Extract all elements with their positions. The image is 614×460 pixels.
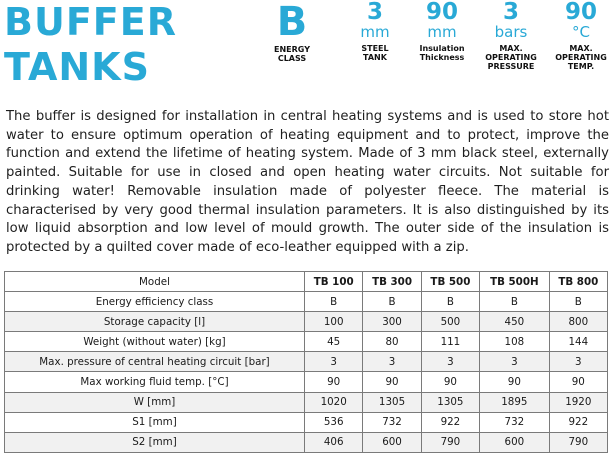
table-cell: 100 — [305, 312, 363, 332]
table-cell: 1305 — [421, 392, 479, 412]
spec-unit: bars — [494, 23, 528, 41]
table-cell: 922 — [421, 412, 479, 432]
table-row-label: Energy efficiency class — [5, 292, 305, 312]
table-cell: 790 — [549, 432, 607, 452]
table-header-cell: TB 100 — [305, 272, 363, 292]
table-row — [5, 332, 608, 352]
table-cell: 1020 — [305, 392, 363, 412]
table-cell: 3 — [363, 352, 421, 372]
spec-label: MAX. OPERATING PRESSURE — [485, 44, 537, 71]
table-row — [5, 312, 608, 332]
table-cell: 108 — [480, 332, 550, 352]
table-row — [5, 412, 608, 432]
table-cell: B — [421, 292, 479, 312]
table-row — [5, 432, 608, 452]
table-cell: 3 — [549, 352, 607, 372]
table-cell: 90 — [549, 372, 607, 392]
table-header-cell: TB 500 — [421, 272, 479, 292]
title-line-1: BUFFER — [4, 0, 177, 44]
table-cell: 536 — [305, 412, 363, 432]
spec-label: STEEL TANK — [361, 44, 389, 62]
table-header-cell: TB 300 — [363, 272, 421, 292]
table-cell: 90 — [480, 372, 550, 392]
table-cell: 800 — [549, 312, 607, 332]
table-row — [5, 392, 608, 412]
table-cell: B — [480, 292, 550, 312]
table-cell: 450 — [480, 312, 550, 332]
product-description: The buffer is designed for installation in central heating systems and is used to store hot water to ensure optimum operation of heating equipment and to protect, improve the function and extend the lifetime of heating system. Made of 3 mm black steel, externally painted. Suitable for use in closed and open heating water circuits. Not suitable for drinking water! Removable insulation made of polyester fleece. The material is characterised by very good thermal insulation parameters. It is also distinguished by its low liquid absorption and low level of mould growth. The outer side of the insulation is protected by a quilted cover made of eco-leather equipped with a zip. — [6, 109, 609, 255]
table-cell: 111 — [421, 332, 479, 352]
table-cell: B — [363, 292, 421, 312]
spec-value: 90 — [425, 0, 458, 25]
spec-unit: °C — [572, 23, 590, 41]
spec-value: B — [276, 0, 308, 45]
table-row-label: S2 [mm] — [5, 432, 305, 452]
table-cell: B — [305, 292, 363, 312]
table-cell: 90 — [305, 372, 363, 392]
spec-max-pressure — [480, 0, 542, 71]
table-cell: 3 — [305, 352, 363, 372]
spec-label: Insulation Thickness — [419, 44, 465, 62]
spec-max-temp — [550, 0, 612, 71]
table-cell: B — [549, 292, 607, 312]
table-cell: 406 — [305, 432, 363, 452]
table-row-label: Max working fluid temp. [°C] — [5, 372, 305, 392]
table-cell: 3 — [421, 352, 479, 372]
spec-unit: mm — [360, 23, 390, 41]
table-header-row — [5, 272, 608, 292]
spec-label: ENERGY CLASS — [274, 45, 310, 63]
table-row-label: Max. pressure of central heating circuit [bar] — [5, 352, 305, 372]
table-row — [5, 372, 608, 392]
table-cell: 80 — [363, 332, 421, 352]
table-row-label: S1 [mm] — [5, 412, 305, 432]
spec-unit: mm — [427, 23, 457, 41]
table-cell: 3 — [480, 352, 550, 372]
table-header-cell: TB 500H — [480, 272, 550, 292]
table-row-label: W [mm] — [5, 392, 305, 412]
table-cell: 300 — [363, 312, 421, 332]
table-cell: 1920 — [549, 392, 607, 412]
table-header-cell: TB 800 — [549, 272, 607, 292]
table-row-label: Weight (without water) [kg] — [5, 332, 305, 352]
title-line-2: TANKS — [4, 45, 150, 89]
table-cell: 790 — [421, 432, 479, 452]
table-row — [5, 292, 608, 312]
spec-energy-class — [261, 0, 323, 63]
table-cell: 144 — [549, 332, 607, 352]
spec-value: 90 — [564, 0, 597, 25]
table-cell: 90 — [421, 372, 479, 392]
table-cell: 1305 — [363, 392, 421, 412]
spec-steel-tank — [344, 0, 406, 62]
table-row — [5, 352, 608, 372]
spec-label: MAX. OPERATING TEMP. — [555, 44, 607, 71]
table-cell: 732 — [363, 412, 421, 432]
table-cell: 45 — [305, 332, 363, 352]
table-cell: 500 — [421, 312, 479, 332]
spec-value: 3 — [366, 0, 383, 25]
table-row-label: Storage capacity [l] — [5, 312, 305, 332]
spec-insulation-thickness — [411, 0, 473, 62]
table-cell: 732 — [480, 412, 550, 432]
spec-value: 3 — [502, 0, 519, 25]
table-header-cell: Model — [5, 272, 305, 292]
table-cell: 922 — [549, 412, 607, 432]
table-cell: 1895 — [480, 392, 550, 412]
table-cell: 600 — [480, 432, 550, 452]
table-cell: 90 — [363, 372, 421, 392]
table-cell: 600 — [363, 432, 421, 452]
page-title — [4, 0, 177, 90]
spec-table — [4, 271, 608, 453]
